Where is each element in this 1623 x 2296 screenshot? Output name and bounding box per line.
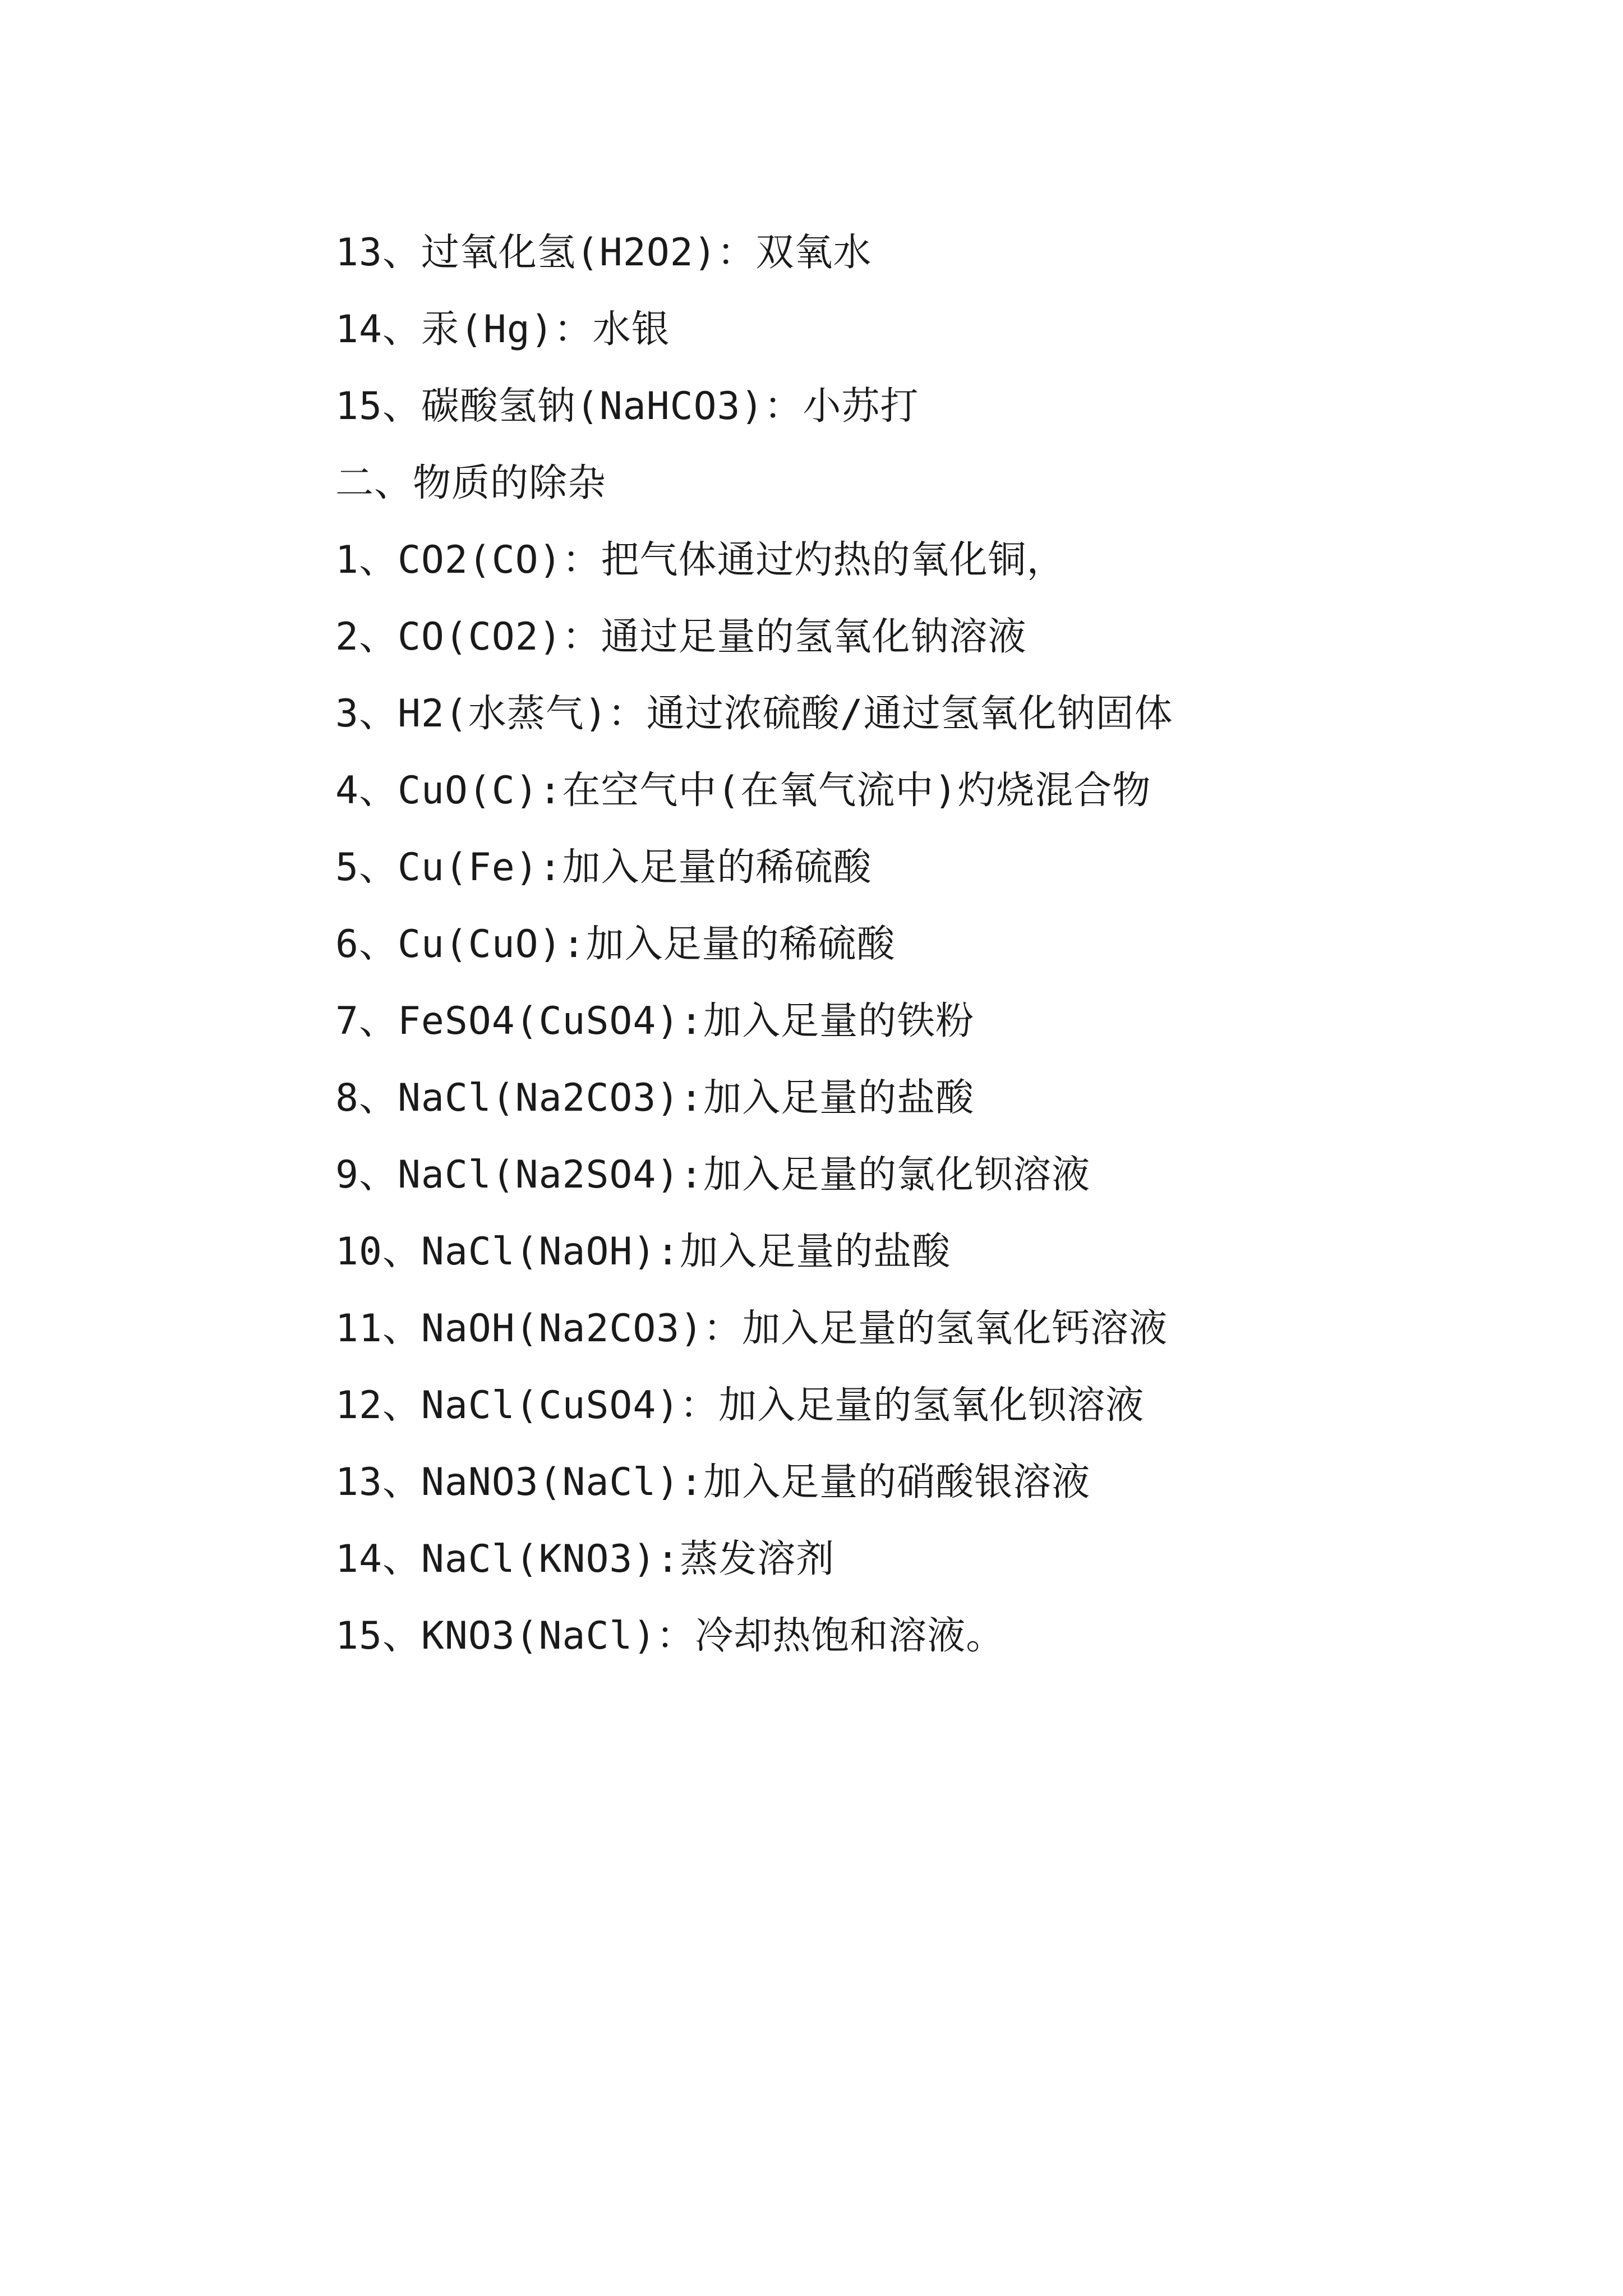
text-line: 8、NaCl(Na2CO3):加入足量的盐酸: [335, 1076, 975, 1120]
text-line: 15、KNO3(NaCl)：冷却热饱和溶液。: [335, 1614, 1005, 1658]
text-line: 2、CO(CO2)：通过足量的氢氧化钠溶液: [335, 615, 1027, 659]
text-line: 7、FeSO4(CuSO4):加入足量的铁粉: [335, 999, 975, 1043]
text-line: 14、汞(Hg)：水银: [335, 307, 670, 352]
text-line: 13、NaNO3(NaCl):加入足量的硝酸银溶液: [335, 1460, 1091, 1504]
text-line: 4、CuO(C):在空气中(在氧气流中)灼烧混合物: [335, 769, 1151, 813]
text-line: 5、Cu(Fe):加入足量的稀硫酸: [335, 845, 872, 890]
section-heading: 二、物质的除杂: [335, 461, 607, 505]
text-line: 11、NaOH(Na2CO3)：加入足量的氢氧化钙溶液: [335, 1306, 1168, 1351]
text-line: 9、NaCl(Na2SO4):加入足量的氯化钡溶液: [335, 1153, 1091, 1197]
text-line: 15、碳酸氢钠(NaHCO3)：小苏打: [335, 384, 919, 429]
text-line: 10、NaCl(NaOH):加入足量的盐酸: [335, 1230, 951, 1274]
text-line: 13、过氧化氢(H2O2)：双氧水: [335, 231, 872, 275]
text-line: 14、NaCl(KNO3):蒸发溶剂: [335, 1537, 835, 1581]
text-line: 3、H2(水蒸气)：通过浓硫酸/通过氢氧化钠固体: [335, 692, 1173, 736]
text-line: 12、NaCl(CuSO4)：加入足量的氢氧化钡溶液: [335, 1383, 1145, 1428]
text-line: 6、Cu(CuO):加入足量的稀硫酸: [335, 922, 896, 967]
text-line: 1、CO2(CO)：把气体通过灼热的氧化铜，: [335, 538, 1066, 582]
document-body: [335, 214, 1457, 1674]
